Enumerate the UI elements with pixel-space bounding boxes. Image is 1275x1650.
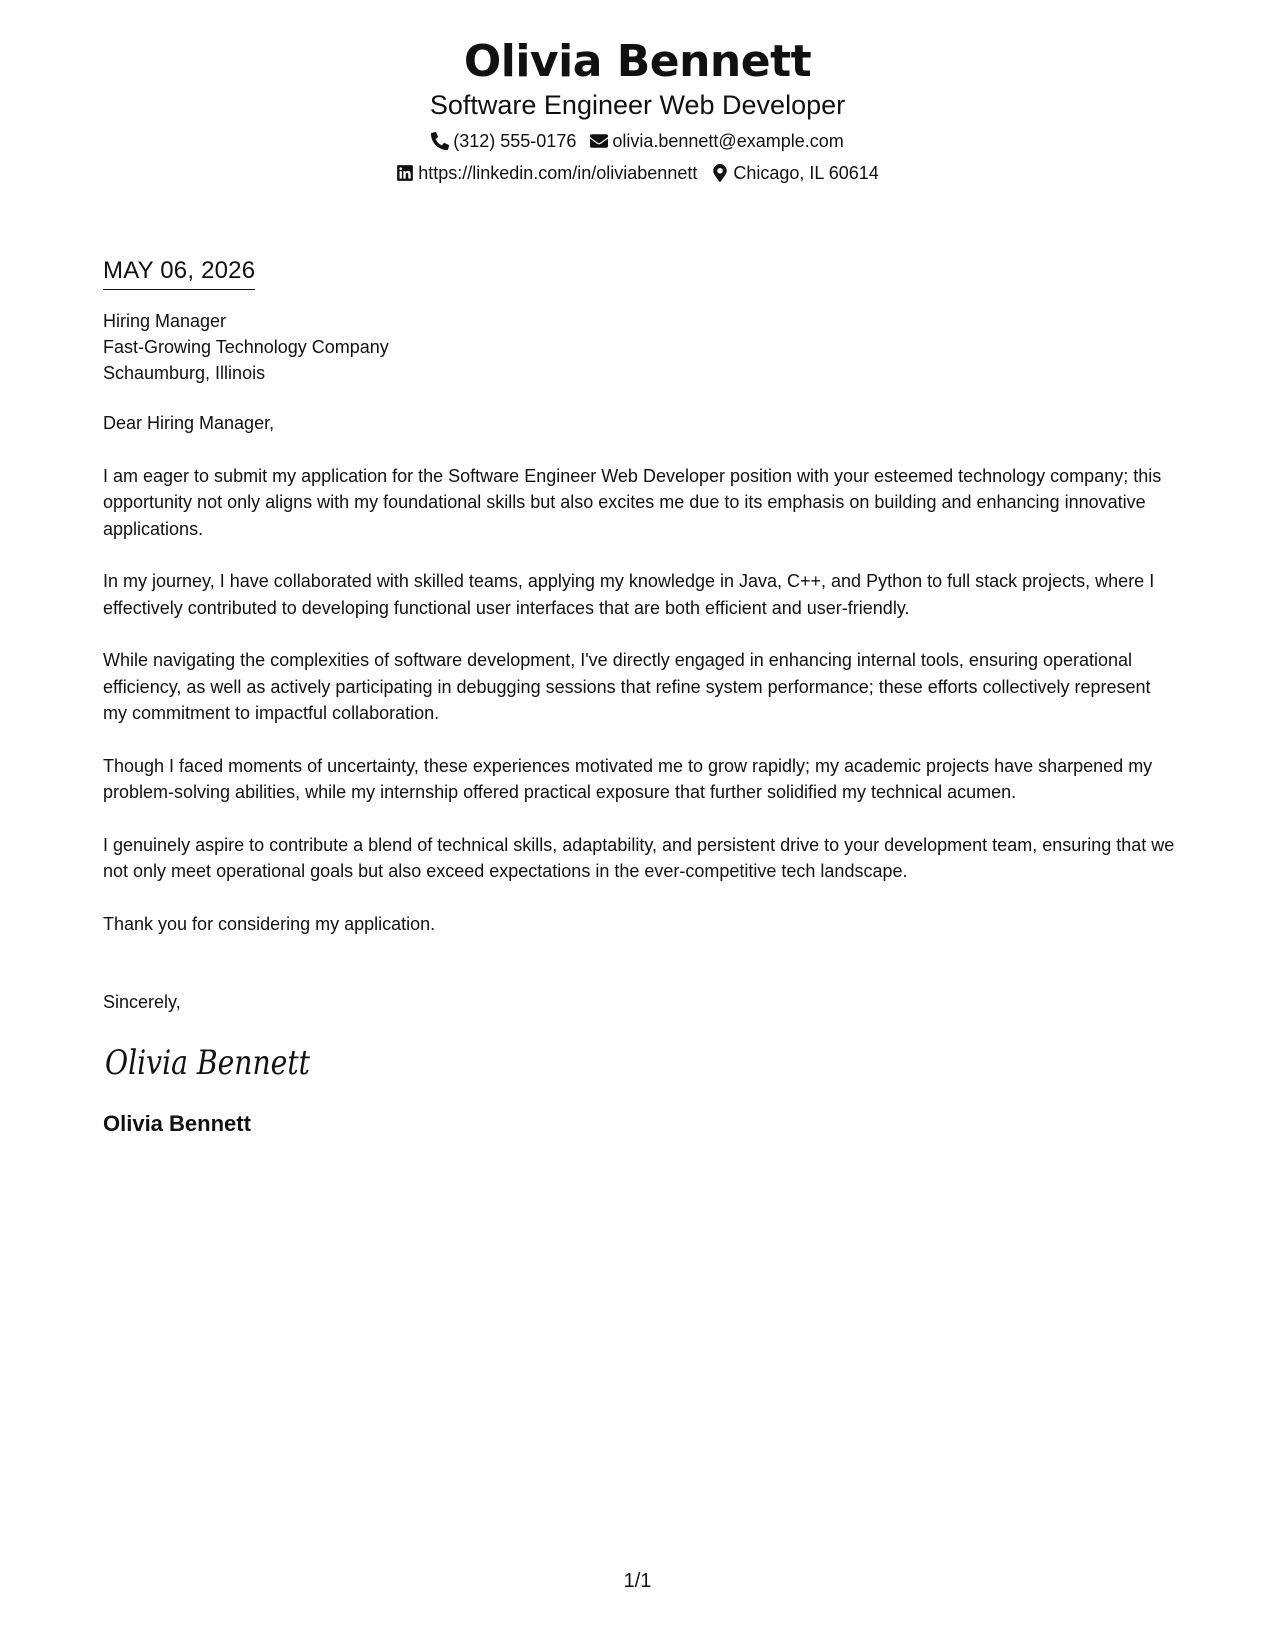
signer-name: Olivia Bennett <box>103 1110 251 1136</box>
contact-row-secondary <box>0 161 1275 185</box>
applicant-name: Olivia Bennett <box>463 36 812 87</box>
applicant-role: Software Engineer Web Developer <box>429 90 846 120</box>
body-paragraph: Thank you for considering my application. <box>103 913 436 934</box>
location-text: Chicago, IL 60614 <box>733 163 879 183</box>
body-paragraph: Though I faced moments of uncertainty, these experiences motivated me to grow rapidly; my academic projects have sharpened my problem-solving abilities, while my internship offered practical exposure that further solidified my technical acumen. <box>103 755 1153 802</box>
salutation: Dear Hiring Manager, <box>103 413 275 433</box>
envelope-icon <box>590 132 608 150</box>
recipient-title: Hiring Manager <box>103 311 227 331</box>
page-number: 1/1 <box>623 1570 652 1592</box>
body-paragraph: While navigating the complexities of software development, I've directly engaged in enhancing internal tools, ensuring operational efficiency, as well as actively participating in debugging sessions that refine system performance; these efforts collectively represent my commitment to impactful collaboration. <box>103 650 1151 723</box>
phone-text: (312) 555-0176 <box>453 131 577 151</box>
contact-location <box>711 161 878 185</box>
map-marker-icon <box>711 164 729 182</box>
body-paragraph: I genuinely aspire to contribute a blend of technical skills, adaptability, and persistent drive to your development team, ensuring that we not only meet operational goals but also exceed expectations in the ever-competitive tech landscape. <box>103 834 1175 881</box>
letter-body <box>103 256 1178 1138</box>
body-paragraph: In my journey, I have collaborated with skilled teams, applying my knowledge in Java, C++, and Python to full stack projects, where I effectively contributed to developing functional user interfaces that are both efficient and user-friendly. <box>103 571 1155 618</box>
contact-phone <box>431 129 576 153</box>
linkedin-icon <box>396 164 414 182</box>
contact-email <box>590 129 843 153</box>
phone-icon <box>431 132 449 150</box>
signature-text: Olivia Bennett <box>105 1042 311 1083</box>
handwritten-signature <box>103 1040 1178 1100</box>
letter-header <box>0 36 1275 185</box>
closing: Sincerely, <box>103 992 181 1012</box>
contact-linkedin <box>396 161 697 185</box>
contact-row-primary <box>0 129 1275 153</box>
email-text: olivia.bennett@example.com <box>612 131 844 151</box>
recipient-block <box>103 308 1178 386</box>
linkedin-text[interactable]: https://linkedin.com/in/oliviabennett <box>418 163 698 183</box>
recipient-company: Fast-Growing Technology Company <box>103 337 389 357</box>
recipient-location: Schaumburg, Illinois <box>103 363 266 383</box>
letter-date: MAY 06, 2026 <box>103 256 255 290</box>
body-paragraph: I am eager to submit my application for the Software Engineer Web Developer position with your esteemed technology company; this opportunity not only aligns with my foundational skills but also excites me due to its emphasis on building and enhancing innovative applications. <box>103 465 1162 539</box>
